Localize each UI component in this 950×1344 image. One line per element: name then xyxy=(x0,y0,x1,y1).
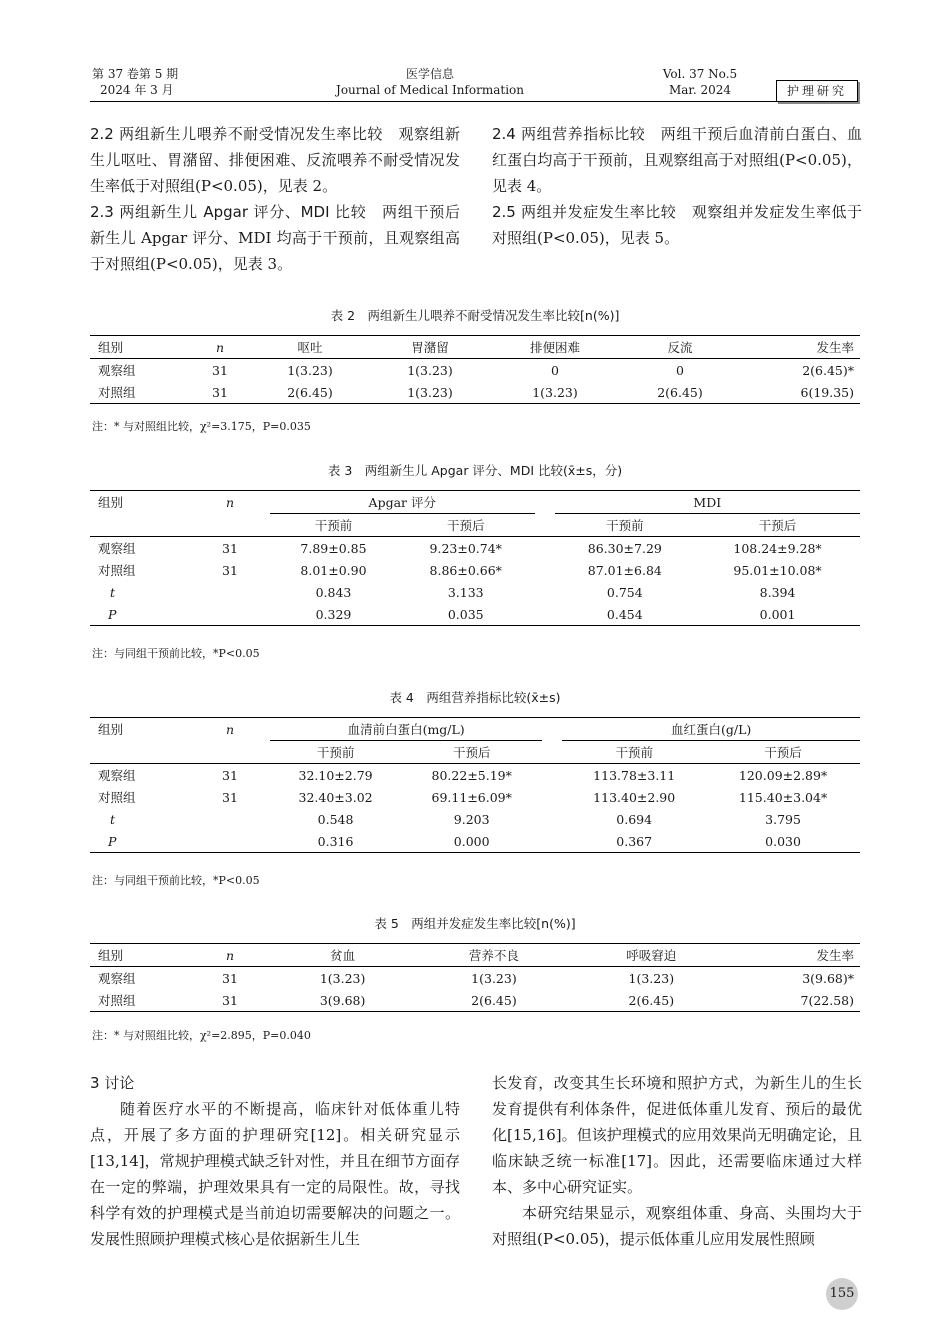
table-row xyxy=(90,359,860,382)
table-cell: 87.01±6.84 xyxy=(587,562,662,578)
table4-header-before: 干预前 xyxy=(270,741,401,764)
table-cell: 86.30±7.29 xyxy=(587,540,662,556)
table5-header-cell: 发生率 xyxy=(730,944,860,967)
table-cell: 69.11±6.09* xyxy=(431,789,512,805)
table4-header-spacer xyxy=(542,718,562,741)
header-journal-en: Journal of Medical Information xyxy=(336,83,524,97)
section-2-3-body: 两组干预后新生儿 Apgar 评分、MDI 均高于干预前，且观察组高于对照组(P<0.05)，见表 3。 xyxy=(90,203,460,273)
table-cell: 0.754 xyxy=(606,584,643,600)
table4-header-row-2 xyxy=(90,741,860,764)
table-cell: 对照组 xyxy=(98,790,136,805)
header-vol-en: Vol. 37 No.5 xyxy=(662,67,738,81)
header-journal-cn: 医学信息 xyxy=(405,67,454,81)
table-cell: 对照组 xyxy=(98,563,136,578)
discussion-paragraph-2: 本研究结果显示，观察组体重、身高、头围均大于对照组(P<0.05)，提示低体重儿应用发展性照顾 xyxy=(492,1204,862,1248)
section-2-2-body: 观察组新生儿呕吐、胃潴留、排便困难、反流喂养不耐受情况发生率低于对照组(P<0.05)，见表 2。 xyxy=(90,125,460,195)
section-2-2 xyxy=(90,121,460,199)
table-cell: 7(22.58) xyxy=(800,992,854,1008)
section-2-3-heading: 2.3 两组新生儿 Apgar 评分、MDI 比较 xyxy=(90,203,367,221)
table-row xyxy=(90,381,860,404)
table-cell: 1(3.23) xyxy=(532,384,578,400)
table-cell: 31 xyxy=(212,362,228,378)
discussion-left-column xyxy=(90,1070,460,1252)
table3-header-before: 干预前 xyxy=(555,514,696,537)
table2-caption: 表 2 两组新生儿喂养不耐受情况发生率比较[n(%)] xyxy=(330,308,620,323)
table-row xyxy=(90,967,860,990)
table-cell: 3(9.68)* xyxy=(802,970,854,986)
table-cell: 0.843 xyxy=(315,584,352,600)
table3-header-after: 干预后 xyxy=(695,514,860,537)
table-cell: 1(3.23) xyxy=(287,362,333,378)
table2 xyxy=(90,335,860,404)
table-cell: 3.133 xyxy=(447,584,484,600)
table4-header-hemoglobin: 血红蛋白(g/L) xyxy=(562,718,860,741)
table-cell: 0.000 xyxy=(453,833,490,849)
table-cell: 80.22±5.19* xyxy=(431,767,512,783)
table-row xyxy=(90,808,860,830)
table-cell: 7.89±0.85 xyxy=(300,540,367,556)
table-cell-spacer xyxy=(542,764,562,787)
table3-header-row-1 xyxy=(90,491,860,514)
table4-header-before: 干预前 xyxy=(562,741,706,764)
left-column-results xyxy=(90,121,460,277)
header-date-en: Mar. 2024 xyxy=(668,83,732,97)
table-cell: 32.10±2.79 xyxy=(298,767,373,783)
table-row xyxy=(90,537,860,560)
table-cell: 观察组 xyxy=(98,541,136,556)
table-cell: 0.316 xyxy=(317,833,354,849)
table3-header-n: n xyxy=(225,494,235,510)
section-2-4-body: 两组干预后血清前白蛋白、血红蛋白均高于干预前，且观察组高于对照组(P<0.05)，见表 4。 xyxy=(492,125,862,195)
table5-header-cell: 贫血 xyxy=(270,944,415,967)
table4-header-row-1 xyxy=(90,718,860,741)
table3-header-empty xyxy=(90,514,190,537)
table3-header-group: 组别 xyxy=(98,495,124,511)
table-cell-spacer xyxy=(542,808,562,830)
table4 xyxy=(90,717,860,853)
table4-header-spacer xyxy=(542,741,562,764)
table3-header-after: 干预后 xyxy=(397,514,535,537)
table-cell: 0.035 xyxy=(447,606,484,622)
table-cell: 0.001 xyxy=(759,606,796,622)
table-row xyxy=(90,603,860,626)
table2-header-cell: 排便困难 xyxy=(490,336,620,359)
table5 xyxy=(90,943,860,1012)
table-cell: 108.24±9.28* xyxy=(733,540,822,556)
table-cell: 8.86±0.66* xyxy=(429,562,502,578)
table-cell: 31 xyxy=(222,562,238,578)
table3-header-spacer xyxy=(535,514,555,537)
table-cell: 113.78±3.11 xyxy=(593,767,676,783)
table-cell: 0.367 xyxy=(616,833,653,849)
table-cell: 0.329 xyxy=(315,606,352,622)
table-cell: 0 xyxy=(550,362,559,378)
table5-header-cell: 呼吸窘迫 xyxy=(573,944,730,967)
table4-header-empty xyxy=(90,741,190,764)
table-row xyxy=(90,764,860,787)
table3-header-before: 干预前 xyxy=(270,514,397,537)
table3-header-empty xyxy=(190,514,270,537)
table-cell: 对照组 xyxy=(98,993,136,1008)
table-cell: 0.454 xyxy=(606,606,643,622)
table-row xyxy=(90,581,860,603)
table-cell: 观察组 xyxy=(98,971,136,986)
table-cell: 2(6.45) xyxy=(657,384,703,400)
table4-caption: 表 4 两组营养指标比较(x̄±s) xyxy=(389,690,561,705)
table-cell-spacer xyxy=(535,581,555,603)
table-cell: 95.01±10.08* xyxy=(733,562,822,578)
section-2-3 xyxy=(90,199,460,277)
table-cell: 8.394 xyxy=(759,584,796,600)
table2-header-cell: 组别 xyxy=(90,336,190,359)
table-row xyxy=(90,786,860,808)
table3-caption: 表 3 两组新生儿 Apgar 评分、MDI 比较(x̄±s，分) xyxy=(327,463,623,478)
table-cell: 120.09±2.89* xyxy=(738,767,828,783)
table5-header-row xyxy=(90,944,860,967)
section-2-4-heading: 2.4 两组营养指标比较 xyxy=(492,125,646,143)
table-cell xyxy=(190,581,270,603)
section-2-4 xyxy=(492,121,862,199)
table-cell: 2(6.45)* xyxy=(802,362,854,378)
section-2-2-heading: 2.2 两组新生儿喂养不耐受情况发生率比较 xyxy=(90,125,383,143)
table2-header-cell: 呕吐 xyxy=(250,336,370,359)
table-cell: 0.548 xyxy=(317,811,354,827)
table-cell: 31 xyxy=(212,384,228,400)
table-cell: 31 xyxy=(222,540,238,556)
table-cell: P xyxy=(108,606,117,622)
table5-header-cell: n xyxy=(190,944,270,967)
table-cell: 31 xyxy=(222,767,238,783)
table-cell xyxy=(190,603,270,626)
table3-header-row-2 xyxy=(90,514,860,537)
table-cell: 9.23±0.74* xyxy=(429,540,502,556)
table-cell: 31 xyxy=(222,970,238,986)
table3-note: 注：与同组干预前比较，*P<0.05 xyxy=(92,647,260,660)
discussion-heading: 3 讨论 xyxy=(90,1074,135,1092)
section-2-5-heading: 2.5 两组并发症发生率比较 xyxy=(492,203,677,221)
table-cell xyxy=(190,808,270,830)
table4-note: 注：与同组干预前比较，*P<0.05 xyxy=(92,874,260,887)
table-row xyxy=(90,989,860,1012)
table-cell: 2(6.45) xyxy=(628,992,675,1008)
header-rule xyxy=(90,101,776,102)
table4-header-n: n xyxy=(225,721,235,737)
table-cell: 31 xyxy=(222,789,238,805)
table-cell: 32.40±3.02 xyxy=(298,789,373,805)
table2-header-cell: 反流 xyxy=(620,336,740,359)
table-cell: 观察组 xyxy=(98,363,136,378)
table5-caption: 表 5 两组并发症发生率比较[n(%)] xyxy=(374,916,576,931)
table-cell: 2(6.45) xyxy=(471,992,517,1008)
table-cell: 113.40±2.90 xyxy=(593,789,676,805)
table2-header-cell: 发生率 xyxy=(740,336,860,359)
discussion-paragraph-1-cont: 长发育，改变其生长环境和照护方式，为新生儿的生长发育提供有利体条件，促进低体重儿发育、预后的最优化[15,16]。但该护理模式的应用效果尚无明确定论，且临床缺乏统一标准[17]。因此，还需要临床通过大样本、多中心研究证实。 xyxy=(492,1074,862,1196)
discussion-paragraph-1: 随着医疗水平的不断提高，临床针对低体重儿特点，开展了多方面的护理研究[12]。相关研究显示[13,14]，常规护理模式缺乏针对性，并且在细节方面存在一定的弊端，护理效果具有一定的局限性。故，寻找科学有效的护理模式是当前迫切需要解决的问题之一。发展性照顾护理模式核心是依据新生儿生 xyxy=(90,1100,460,1248)
table2-header-row xyxy=(90,336,860,359)
section-badge: 护理研究 xyxy=(776,80,858,102)
table4-header-group: 组别 xyxy=(98,722,124,738)
table2-note: 注：* 与对照组比较，χ²=3.175，P=0.035 xyxy=(92,420,311,433)
table-cell-spacer xyxy=(542,786,562,808)
discussion-right-column xyxy=(492,1070,862,1252)
table-cell: 0.694 xyxy=(616,811,653,827)
table-cell: 0.030 xyxy=(765,833,801,849)
table-cell: 1(3.23) xyxy=(628,970,675,986)
table-cell: 115.40±3.04* xyxy=(738,789,828,805)
table3 xyxy=(90,490,860,626)
table-cell: 3.795 xyxy=(765,811,801,827)
header-volume: 第 37 卷第 5 期 xyxy=(92,67,179,81)
table4-header-prealbumin: 血清前白蛋白(mg/L) xyxy=(270,718,542,741)
table-cell: 1(3.23) xyxy=(319,970,366,986)
table-cell: 8.01±0.90 xyxy=(300,562,367,578)
table-cell: 6(19.35) xyxy=(800,384,854,400)
table-cell: P xyxy=(108,833,117,849)
table-cell-spacer xyxy=(542,830,562,853)
table-cell: t xyxy=(110,584,116,600)
table5-note: 注：* 与对照组比较，χ²=2.895，P=0.040 xyxy=(92,1029,311,1042)
table-cell: 1(3.23) xyxy=(407,362,453,378)
table-row xyxy=(90,559,860,581)
table-cell: 1(3.23) xyxy=(407,384,453,400)
table-cell: 1(3.23) xyxy=(471,970,517,986)
table5-header-cell: 组别 xyxy=(90,944,190,967)
table2-header-cell: n xyxy=(190,336,250,359)
table4-header-empty xyxy=(190,741,270,764)
page-number: 155 xyxy=(826,1278,858,1310)
table-row xyxy=(90,830,860,853)
table-cell-spacer xyxy=(535,559,555,581)
table3-header-spacer xyxy=(535,491,555,514)
table3-header-apgar: Apgar 评分 xyxy=(270,491,535,514)
section-2-5 xyxy=(492,199,862,251)
header-date: 2024 年 3 月 xyxy=(100,83,174,97)
table-cell-spacer xyxy=(535,603,555,626)
table-cell: 31 xyxy=(222,992,238,1008)
table-cell xyxy=(190,830,270,853)
right-column-results xyxy=(492,121,862,251)
table4-header-after: 干预后 xyxy=(706,741,860,764)
table-cell: 0 xyxy=(676,362,684,378)
table-cell: 3(9.68) xyxy=(319,992,366,1008)
table4-header-after: 干预后 xyxy=(401,741,542,764)
table-cell: 2(6.45) xyxy=(287,384,333,400)
table-cell: 9.203 xyxy=(453,811,490,827)
table-cell: 对照组 xyxy=(98,385,136,400)
table-cell: 观察组 xyxy=(98,768,136,783)
table3-header-mdi: MDI xyxy=(555,491,860,514)
table-cell-spacer xyxy=(535,537,555,560)
table5-header-cell: 营养不良 xyxy=(415,944,572,967)
table2-header-cell: 胃潴留 xyxy=(370,336,490,359)
section-2-5-body: 观察组并发症发生率低于对照组(P<0.05)，见表 5。 xyxy=(492,203,862,247)
table-cell: t xyxy=(110,811,116,827)
